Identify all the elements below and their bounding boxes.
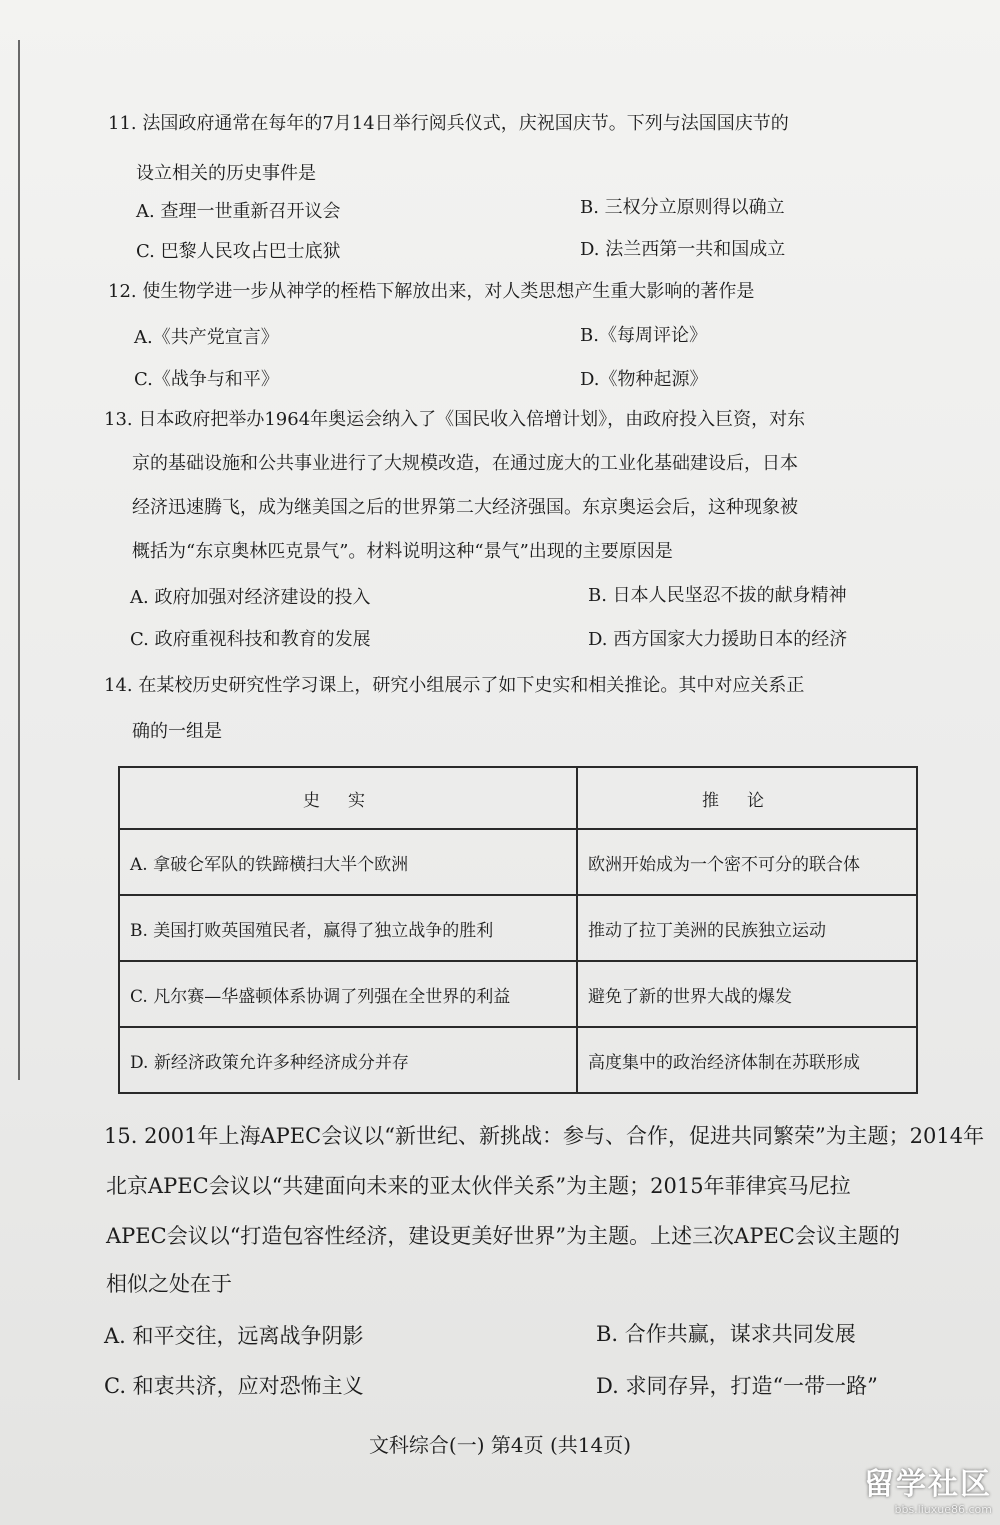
q13-stem-line4: 概括为“东京奥林匹克景气”。材料说明这种“景气”出现的主要原因是	[132, 541, 673, 562]
q13-option-c: C. 政府重视科技和教育的发展	[130, 629, 371, 650]
page-footer: 文科综合(一) 第4页 (共14页)	[368, 1433, 632, 1457]
q13-option-b: B. 日本人民坚忍不拔的献身精神	[588, 585, 847, 606]
table-row	[119, 895, 917, 961]
table-row	[119, 829, 917, 895]
q12-option-b: B.《每周评论》	[580, 325, 707, 346]
q15-option-a: A. 和平交往，远离战争阴影	[104, 1324, 364, 1348]
table-cell-inference: 高度集中的政治经济体制在苏联形成	[577, 1027, 917, 1093]
q12-option-c: C.《战争与和平》	[134, 369, 279, 390]
table-row	[119, 961, 917, 1027]
q11-option-b: B. 三权分立原则得以确立	[580, 197, 785, 218]
q15-option-d: D. 求同存异，打造“一带一路”	[596, 1374, 878, 1398]
table-cell-inference: 避免了新的世界大战的爆发	[577, 961, 917, 1027]
page-fold-line	[18, 40, 20, 1080]
q12-stem-line1: 12. 使生物学进一步从神学的桎梏下解放出来，对人类思想产生重大影响的著作是	[108, 281, 755, 302]
watermark-url: bbs.liuxue86.com	[894, 1503, 992, 1516]
q11-option-a: A. 查理一世重新召开议会	[136, 201, 341, 222]
q11-stem-line1: 11. 法国政府通常在每年的7月14日举行阅兵仪式，庆祝国庆节。下列与法国国庆节的	[108, 113, 789, 134]
q11-option-c: C. 巴黎人民攻占巴士底狱	[136, 241, 341, 262]
q11-option-d: D. 法兰西第一共和国成立	[580, 239, 786, 260]
table-header-inference: 推论	[577, 767, 917, 829]
site-watermark	[842, 1459, 992, 1517]
watermark-logo-text: 留学社区	[864, 1467, 992, 1502]
q14-stem-line2: 确的一组是	[132, 721, 222, 742]
q13-option-a: A. 政府加强对经济建设的投入	[130, 587, 371, 608]
q15-stem-line1: 15. 2001年上海APEC会议以“新世纪、新挑战：参与、合作，促进共同繁荣”为主题；2014年	[104, 1124, 985, 1148]
table-cell-fact: B. 美国打败英国殖民者，赢得了独立战争的胜利	[119, 895, 577, 961]
q14-facts-table	[118, 766, 918, 1094]
q15-option-b: B. 合作共赢，谋求共同发展	[596, 1322, 856, 1346]
table-cell-fact: C. 凡尔赛—华盛顿体系协调了列强在全世界的利益	[119, 961, 577, 1027]
q15-stem-line3: APEC会议以“打造包容性经济，建设更美好世界”为主题。上述三次APEC会议主题的	[106, 1224, 900, 1248]
q13-stem-line1: 13. 日本政府把举办1964年奥运会纳入了《国民收入倍增计划》，由政府投入巨资，对东	[104, 409, 806, 430]
table-row	[119, 1027, 917, 1093]
table-cell-inference: 推动了拉丁美洲的民族独立运动	[577, 895, 917, 961]
q13-option-d: D. 西方国家大力援助日本的经济	[588, 629, 848, 650]
q15-stem-line2: 北京APEC会议以“共建面向未来的亚太伙伴关系”为主题；2015年菲律宾马尼拉	[106, 1174, 851, 1198]
q11-stem-line2: 设立相关的历史事件是	[136, 163, 316, 184]
q14-stem-line1: 14. 在某校历史研究性学习课上，研究小组展示了如下史实和相关推论。其中对应关系正	[104, 675, 805, 696]
q13-stem-line2: 京的基础设施和公共事业进行了大规模改造，在通过庞大的工业化基础建设后，日本	[132, 453, 798, 474]
table-header-fact: 史实	[119, 767, 577, 829]
q13-stem-line3: 经济迅速腾飞，成为继美国之后的世界第二大经济强国。东京奥运会后，这种现象被	[132, 497, 798, 518]
q15-stem-line4: 相似之处在于	[106, 1272, 232, 1296]
q15-option-c: C. 和衷共济，应对恐怖主义	[104, 1374, 364, 1398]
q12-option-d: D.《物种起源》	[580, 369, 708, 390]
table-header-row	[119, 767, 917, 829]
table-cell-fact: D. 新经济政策允许多种经济成分并存	[119, 1027, 577, 1093]
table-cell-inference: 欧洲开始成为一个密不可分的联合体	[577, 829, 917, 895]
table-cell-fact: A. 拿破仑军队的铁蹄横扫大半个欧洲	[119, 829, 577, 895]
q12-option-a: A.《共产党宣言》	[134, 327, 279, 348]
